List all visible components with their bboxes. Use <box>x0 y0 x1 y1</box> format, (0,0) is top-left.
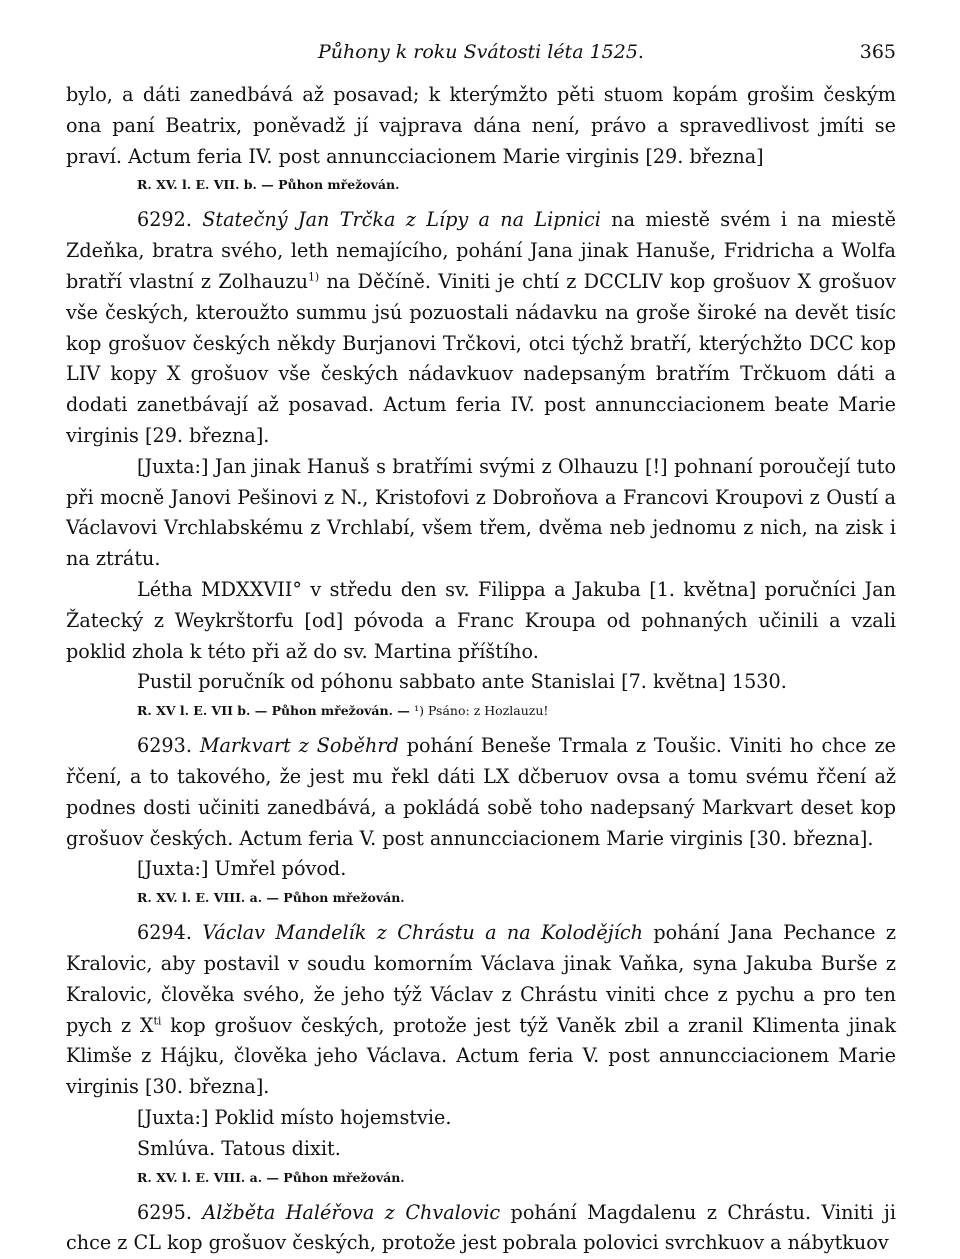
entry-number: 6293. <box>137 734 192 757</box>
entry-text-cont: na Děčíně. Viniti je chtí z DCCLIV kop grošuov X grošuov vše českých, kteroužto summu jsú pozuostali nádavku na groše široké na devět tisíc kop grošuov českých někdy Burjanovi Trčkovi, otci týchž bratří, kterýchžto DCC kop LIV kopy X grošuov vše českých nádavkuov nadepsaným bratřím Trčkuom dáti a dodati zanetbávají až posavad. Actum feria IV. post annuncciacionem beate Marie virginis [29. března]. <box>66 270 896 447</box>
archive-note <box>137 702 896 719</box>
page-header <box>66 40 896 80</box>
archive-note: R. XV. l. E. VII. b. — Půhon mřežován. <box>137 176 896 193</box>
document-page <box>66 40 896 1259</box>
entry-number: 6292. <box>137 208 192 231</box>
archive-note: R. XV. l. E. VIII. a. — Půhon mřežován. <box>137 889 896 906</box>
plaintiff-name: Václav Mandelík z Chrástu a na Kolodějích <box>202 921 643 944</box>
entry-6295 <box>66 1198 896 1259</box>
footnote: ¹) Psáno: z Hozlauzu! <box>414 703 548 718</box>
intro-paragraph: bylo, a dáti zanedbává až posavad; k kterýmžto pěti stuom kopám grošim českým ona paní Beatrix, poněvadž jí vajprava dána není, právo a spravedlivost jmíti se praví. Actum feria IV. post annuncciacionem Marie virginis [29. března] <box>66 80 896 172</box>
entry-6292 <box>66 205 896 451</box>
juxta-paragraph: [Juxta:] Umřel póvod. <box>66 854 896 885</box>
entry-6293 <box>66 731 896 854</box>
running-title: Půhony k roku Svátosti léta 1525. <box>66 40 896 64</box>
entry-text: pohání Magdalenu z Chrástu. Viniti ji chce z CL kop grošuov českých, protože jest pobrala polovici svrchkuov a nábytkuov <box>66 1201 896 1255</box>
letha-paragraph: Létha MDXXVII° v středu den sv. Filippa a Jakuba [1. května] poručníci Jan Žatecký z Weykrštorfu [od] póvoda a Franc Kroupa od pohnaných učinili a vzali poklid zhola k této při až do sv. Martina příštího. <box>66 575 896 667</box>
superscript: ti <box>154 1014 162 1027</box>
plaintiff-name: Statečný Jan Trčka z Lípy a na Lipnici <box>202 208 601 231</box>
juxta-paragraph: [Juxta:] Jan jinak Hanuš s bratřími svými z Olhauzu [!] pohnaní poroučejí tuto při mocně Janovi Pešinovi z N., Kristofovi z Dobroňova a Francovi Kroupovi z Oustí a Václavovi Vrchlabskému z Vrchlabí, všem třem, dvěma neb jednomu z nich, na zisk i na ztrátu. <box>66 452 896 575</box>
juxta-paragraph: [Juxta:] Poklid místo hojemstvie. <box>66 1103 896 1134</box>
entry-text-cont: kop grošuov českých, protože jest týž Vaněk zbil a zranil Klimenta jinak Klimše z Hájku, člověka jeho Václava. Actum feria V. post annuncciacionem Marie virginis [30. března]. <box>66 1014 896 1099</box>
entry-number: 6294. <box>137 921 192 944</box>
entry-text: pohání Beneše Trmala z Toušic. Viniti ho chce ze řčení, a to takového, že jest mu řekl dáti LX dčberuov ovsa a tomu svému řčení až podnes dosti učiniti zanedbává, a pokládá sobě toho nadepsaný Markvart deset kop grošuov českých. Actum feria V. post annuncciacionem Marie virginis [30. března]. <box>66 734 896 849</box>
entry-text: na miestě svém i na miestě Zdeňka, bratra svého, leth nemajícího, pohání Jana jinak Hanuše, Fridricha a Wolfa bratří vlastní z Zolhauzu <box>66 208 896 293</box>
entry-number: 6295. <box>137 1201 192 1224</box>
footnote-ref: 1) <box>308 271 319 284</box>
entry-text: pohání Jana Pechance z Kralovic, aby postavil v soudu komorním Václava jinak Vaňka, syna Jakuba Burše z Kralovic, člověka svého, že jeho týž Václav z Chrástu viniti chce z pychu a pro ten pych z X <box>66 921 896 1036</box>
pustil-paragraph: Pustil poručník od póhonu sabbato ante Stanislai [7. května] 1530. <box>66 667 896 698</box>
archive-note-text: R. XV l. E. VII b. — Půhon mřežován. — <box>137 703 414 718</box>
plaintiff-name: Alžběta Haléřova z Chvalovic <box>202 1201 500 1224</box>
entry-6294 <box>66 918 896 1103</box>
plaintiff-name: Markvart z Soběhrd <box>200 734 399 757</box>
page-number: 365 <box>860 40 896 64</box>
archive-note: R. XV. l. E. VIII. a. — Půhon mřežován. <box>137 1169 896 1186</box>
smluva-paragraph: Smlúva. Tatous dixit. <box>66 1134 896 1165</box>
